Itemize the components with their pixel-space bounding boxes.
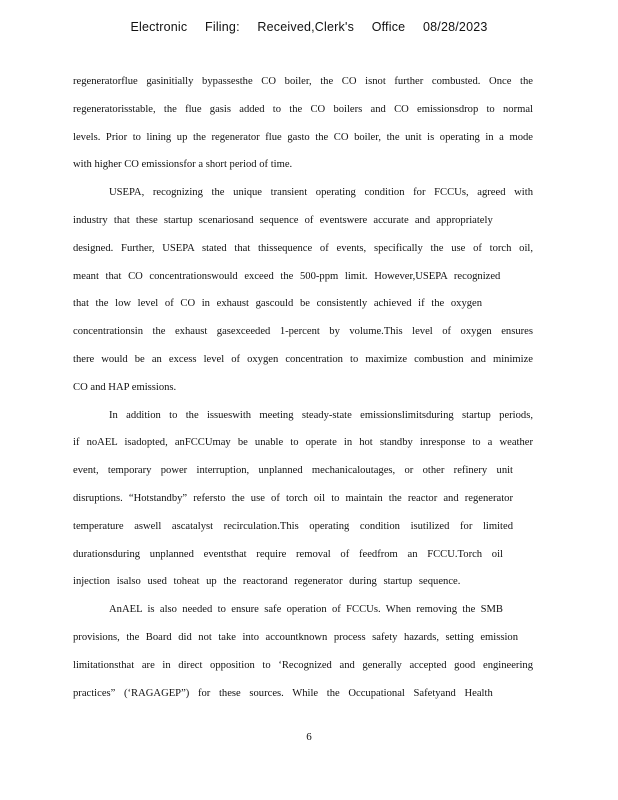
body-line: practices” (‘RAGAGEP”) for these sources. While the Occupational Safetyand Health xyxy=(73,687,493,699)
document-body xyxy=(73,68,533,707)
paragraph-last-line: CO and HAP emissions. xyxy=(73,381,177,393)
body-line: that the low level of CO in exhaust gascould be consistently achieved if the oxygen xyxy=(73,298,483,310)
body-line: levels. Prior to lining up the regenerator flue gasto the CO boiler, the unit is operating in a mode xyxy=(73,131,533,143)
body-line: event, temporary power interruption, unplanned mechanicaloutages, or other refinery unit xyxy=(73,465,513,477)
body-line: temperature aswell ascatalyst recirculation.This operating condition isutilized for limited xyxy=(73,520,513,532)
body-line: regeneratorisstable, the flue gasis added to the CO boilers and CO emissionsdrop to normal xyxy=(73,103,533,115)
paragraph-first-line: In addition to the issueswith meeting steady-state emissionslimitsduring startup periods, xyxy=(109,409,533,421)
page-number: 6 xyxy=(306,731,312,743)
paragraph-last-line: injection isalso used toheat up the reactorand regenerator during startup sequence. xyxy=(73,576,461,588)
body-line: limitationsthat are in direct opposition to ‘Recognized and generally accepted good engineering xyxy=(73,659,533,671)
body-line: designed. Further, USEPA stated that thissequence of events, specifically the use of torch oil, xyxy=(73,242,533,254)
body-line: disruptions. “Hotstandby” refersto the use of torch oil to maintain the reactor and regenerator xyxy=(73,492,513,504)
body-line: concentrationsin the exhaust gasexceeded 1-percent by volume.This level of oxygen ensures xyxy=(73,326,533,338)
body-line: industry that these startup scenariosand sequence of eventswere accurate and appropriately xyxy=(73,214,493,226)
body-line: durationsduring unplanned eventsthat require removal of feedfrom an FCCU.Torch oil xyxy=(73,548,503,560)
paragraph-first-line: USEPA, recognizing the unique transient operating condition for FCCUs, agreed with xyxy=(109,187,533,199)
paragraph-first-line: AnAEL is also needed to ensure safe operation of FCCUs. When removing the SMB xyxy=(109,604,503,616)
paragraph-last-line: with higher CO emissionsfor a short period of time. xyxy=(73,159,293,171)
body-line: there would be an excess level of oxygen concentration to maximize combustion and minimize xyxy=(73,353,533,365)
body-line: meant that CO concentrationswould exceed the 500-ppm limit. However,USEPA recognized xyxy=(73,270,501,282)
body-line: if noAEL isadopted, anFCCUmay be unable to operate in hot standby inresponse to a weather xyxy=(73,437,533,449)
body-line: regeneratorflue gasinitially bypassesthe CO boiler, the CO isnot further combusted. Once the xyxy=(73,76,533,87)
body-line: provisions, the Board did not take into accountknown process safety hazards, setting emission xyxy=(73,631,518,643)
filing-stamp-header: Electronic Filing: Received,Clerk's Office 08/28/2023 xyxy=(130,20,488,34)
